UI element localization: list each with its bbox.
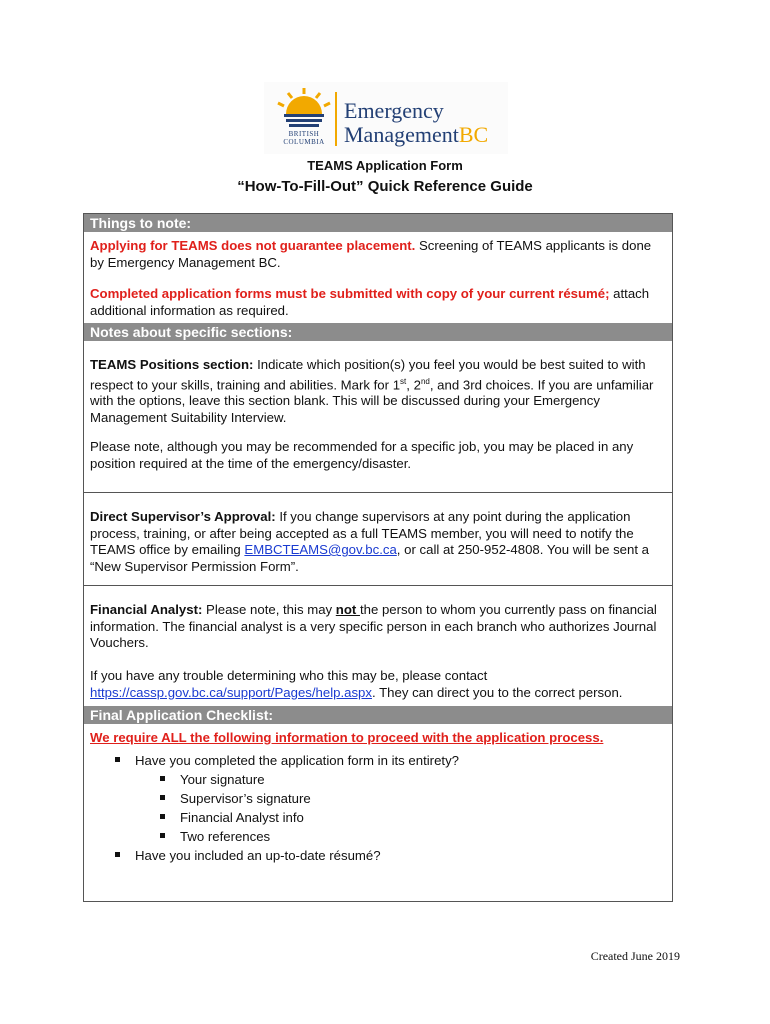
bullet-icon [115,852,120,857]
item-resume: Have you included an up-to-date résumé? [135,848,381,863]
supervisor-label: Direct Supervisor’s Approval: [90,509,276,524]
analyst-label: Financial Analyst: [90,602,203,617]
things-to-note-heading: Things to note: [84,214,672,232]
checklist-section [84,724,672,865]
bullet-icon [160,833,165,838]
checklist-subitem [90,827,666,846]
bullet-icon [160,776,165,781]
resume-requirement: Completed application forms must be submitted with copy of your current résumé; [90,286,610,301]
bullet-icon [160,814,165,819]
positions-text-c: , and 3rd choices. If you are unfamiliar with the options, leave this section blank. This will be discussed during your Emergency Management Suitability Interview. [90,376,654,425]
subitem-references: Two references [180,829,271,844]
analyst-text-a: Please note, this may [202,602,336,617]
no-guarantee-warning: Applying for TEAMS does not guarantee placement. [90,238,416,253]
logo-columbia: COLUMBIA [283,138,325,146]
created-date: Created June 2019 [590,949,680,963]
form-subtitle: TEAMS Application Form [307,158,463,173]
bullet-icon [115,757,120,762]
guide-box [83,213,673,902]
analyst-section [84,586,672,706]
require-all-notice: We require ALL the following information to proceed with the application process. [90,730,604,745]
checklist-heading: Final Application Checklist: [84,706,672,724]
checklist-subitem [90,808,666,827]
analyst-not-emphasis: not [335,602,360,617]
checklist-subitem [90,789,666,808]
notes-heading: Notes about specific sections: [84,323,672,341]
supervisor-section [84,493,672,585]
svg-text:ManagementBC [344,122,488,147]
screening-text: Screening of TEAMS applicants is done by Emergency Management BC. [90,238,652,270]
checklist-subitem [90,770,666,789]
subitem-signature: Your signature [180,772,265,787]
emergency-management-bc-logo [264,82,508,154]
sup-nd: nd [420,376,430,386]
positions-text-b: , 2 [406,376,421,392]
analyst-text-b: the person to whom you currently pass on financial information. The financial analyst is a very specific person in each branch who authorizes Journal Vouchers. [90,602,657,650]
trouble-text-b: . They can direct you to the correct person. [372,684,623,700]
checklist-item [90,846,666,865]
subitem-supervisor-signature: Supervisor’s signature [180,791,311,806]
cassp-help-link[interactable]: https://cassp.gov.bc.ca/support/Pages/help.aspx [90,684,372,700]
attach-info-text: attach additional information as required. [90,286,650,318]
positions-text-a: Indicate which position(s) you feel you would be best suited to with respect to your skills, training and abilities. Mark for 1 [90,357,646,392]
placement-note: Please note, although you may be recommended for a specific job, you may be placed in any position required at the time of the emergency/disaster. [90,439,634,471]
things-to-note-section [84,232,672,323]
logo-management: Management [344,122,459,147]
supervisor-text-a: If you change supervisors at any point during the application process, training, or after being accepted as a full TEAMS member, you will need to notify the TEAMS office by emailing [90,509,634,557]
positions-label: TEAMS Positions section: [90,357,254,372]
item-completed-form: Have you completed the application form in its entirety? [135,753,459,768]
logo-bc: BC [458,122,489,147]
supervisor-text-b: , or call at 250-952-4808. You will be sent a “New Supervisor Permission Form”. [90,542,649,574]
sup-st: st [400,376,407,386]
trouble-text-a: If you have any trouble determining who this may be, please contact [90,668,488,683]
positions-section [84,341,672,492]
logo-emergency: Emergency [344,98,444,123]
guide-title: “How-To-Fill-Out” Quick Reference Guide [237,178,533,195]
subitem-analyst-info: Financial Analyst info [180,810,304,825]
teams-email-link[interactable]: EMBCTEAMS@gov.bc.ca [244,542,397,557]
bullet-icon [160,795,165,800]
logo-british: BRITISH [288,130,320,138]
checklist-item [90,751,666,770]
checklist [90,751,666,865]
